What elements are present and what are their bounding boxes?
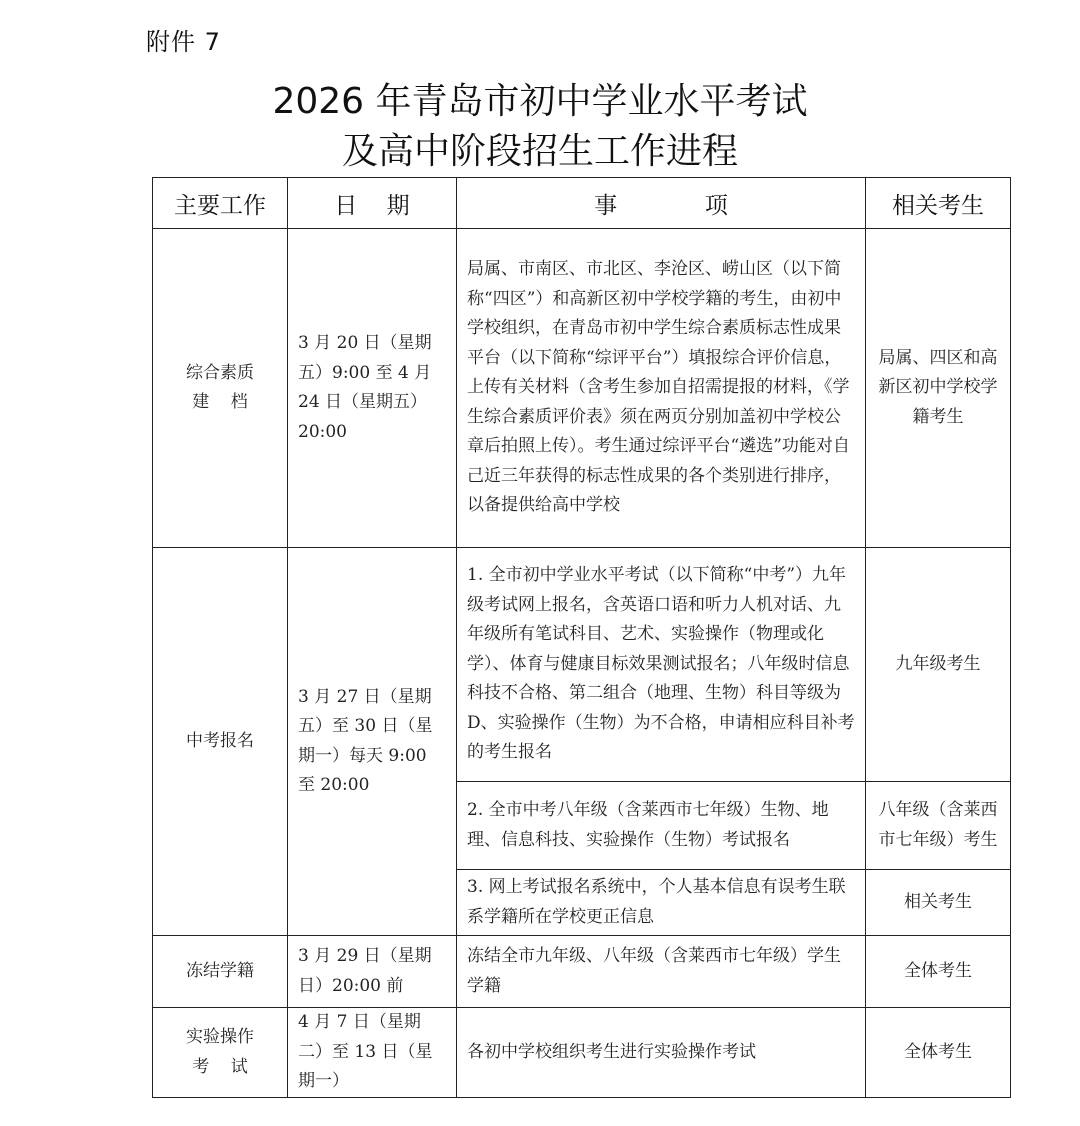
table-row (153, 1008, 1011, 1098)
header-students: 相关考生 (866, 178, 1011, 229)
header-date: 日 期 (288, 178, 457, 229)
attachment-label: 附件 7 (146, 28, 221, 56)
item-cell: 冻结全市九年级、八年级（含莱西市七年级）学生学籍 (457, 936, 866, 1008)
students-cell: 相关考生 (866, 870, 1011, 936)
students-cell: 八年级（含莱西市七年级）考生 (866, 782, 1011, 870)
schedule-table (152, 177, 1011, 1098)
students-cell: 全体考生 (866, 936, 1011, 1008)
item-cell: 各初中学校组织考生进行实验操作考试 (457, 1008, 866, 1098)
students-cell: 全体考生 (866, 1008, 1011, 1098)
item-cell: 局属、市南区、市北区、李沧区、崂山区（以下简称“四区”）和高新区初中学校学籍的考生，由初中学校组织，在青岛市初中学生综合素质标志性成果平台（以下简称“综评平台”）填报综合评价信息，上传有关材料（含考生参加自招需提报的材料，《学生综合素质评价表》须在两页分别加盖初中学校公章后拍照上传）。考生通过综评平台“遴选”功能对自己近三年获得的标志性成果的各个类别进行排序，以备提供给高中学校 (457, 229, 866, 548)
date-cell: 4 月 7 日（星期二）至 13 日（星期一） (288, 1008, 457, 1098)
page-title-line-1: 2026 年青岛市初中学业水平考试 (272, 81, 808, 122)
work-line: 建 档 (192, 392, 248, 412)
date-cell: 3 月 29 日（星期日）20:00 前 (288, 936, 457, 1008)
work-line: 综合素质 (186, 362, 254, 383)
work-cell: 中考报名 (153, 548, 288, 936)
table-header-row (153, 178, 1011, 229)
table-row (153, 229, 1011, 548)
work-cell (153, 229, 288, 548)
item-cell: 3. 网上考试报名系统中，个人基本信息有误考生联系学籍所在学校更正信息 (457, 870, 866, 936)
header-main-work: 主要工作 (153, 178, 288, 229)
students-cell: 九年级考生 (866, 548, 1011, 782)
page-title-line-2: 及高中阶段招生工作进程 (341, 131, 738, 172)
item-cell: 2. 全市中考八年级（含莱西市七年级）生物、地理、信息科技、实验操作（生物）考试报名 (457, 782, 866, 870)
header-item: 事 项 (457, 178, 866, 229)
table-row (153, 936, 1011, 1008)
date-cell: 3 月 20 日（星期五）9:00 至 4 月 24 日（星期五）20:00 (288, 229, 457, 548)
item-cell: 1. 全市初中学业水平考试（以下简称“中考”）九年级考试网上报名，含英语口语和听力人机对话、九年级所有笔试科目、艺术、实验操作（物理或化学）、体育与健康目标效果测试报名；八年级时信息科技不合格、第二组合（地理、生物）科目等级为 D、实验操作（生物）为不合格，申请相应科目补考的考生报名 (457, 548, 866, 782)
students-cell: 局属、四区和高新区初中学校学籍考生 (866, 229, 1011, 548)
work-line: 实验操作 (186, 1027, 254, 1047)
table-row (153, 548, 1011, 782)
work-line: 考 试 (192, 1056, 248, 1077)
work-cell: 冻结学籍 (153, 936, 288, 1008)
date-cell: 3 月 27 日（星期五）至 30 日（星期一）每天 9:00 至 20:00 (288, 548, 457, 936)
work-cell (153, 1008, 288, 1098)
